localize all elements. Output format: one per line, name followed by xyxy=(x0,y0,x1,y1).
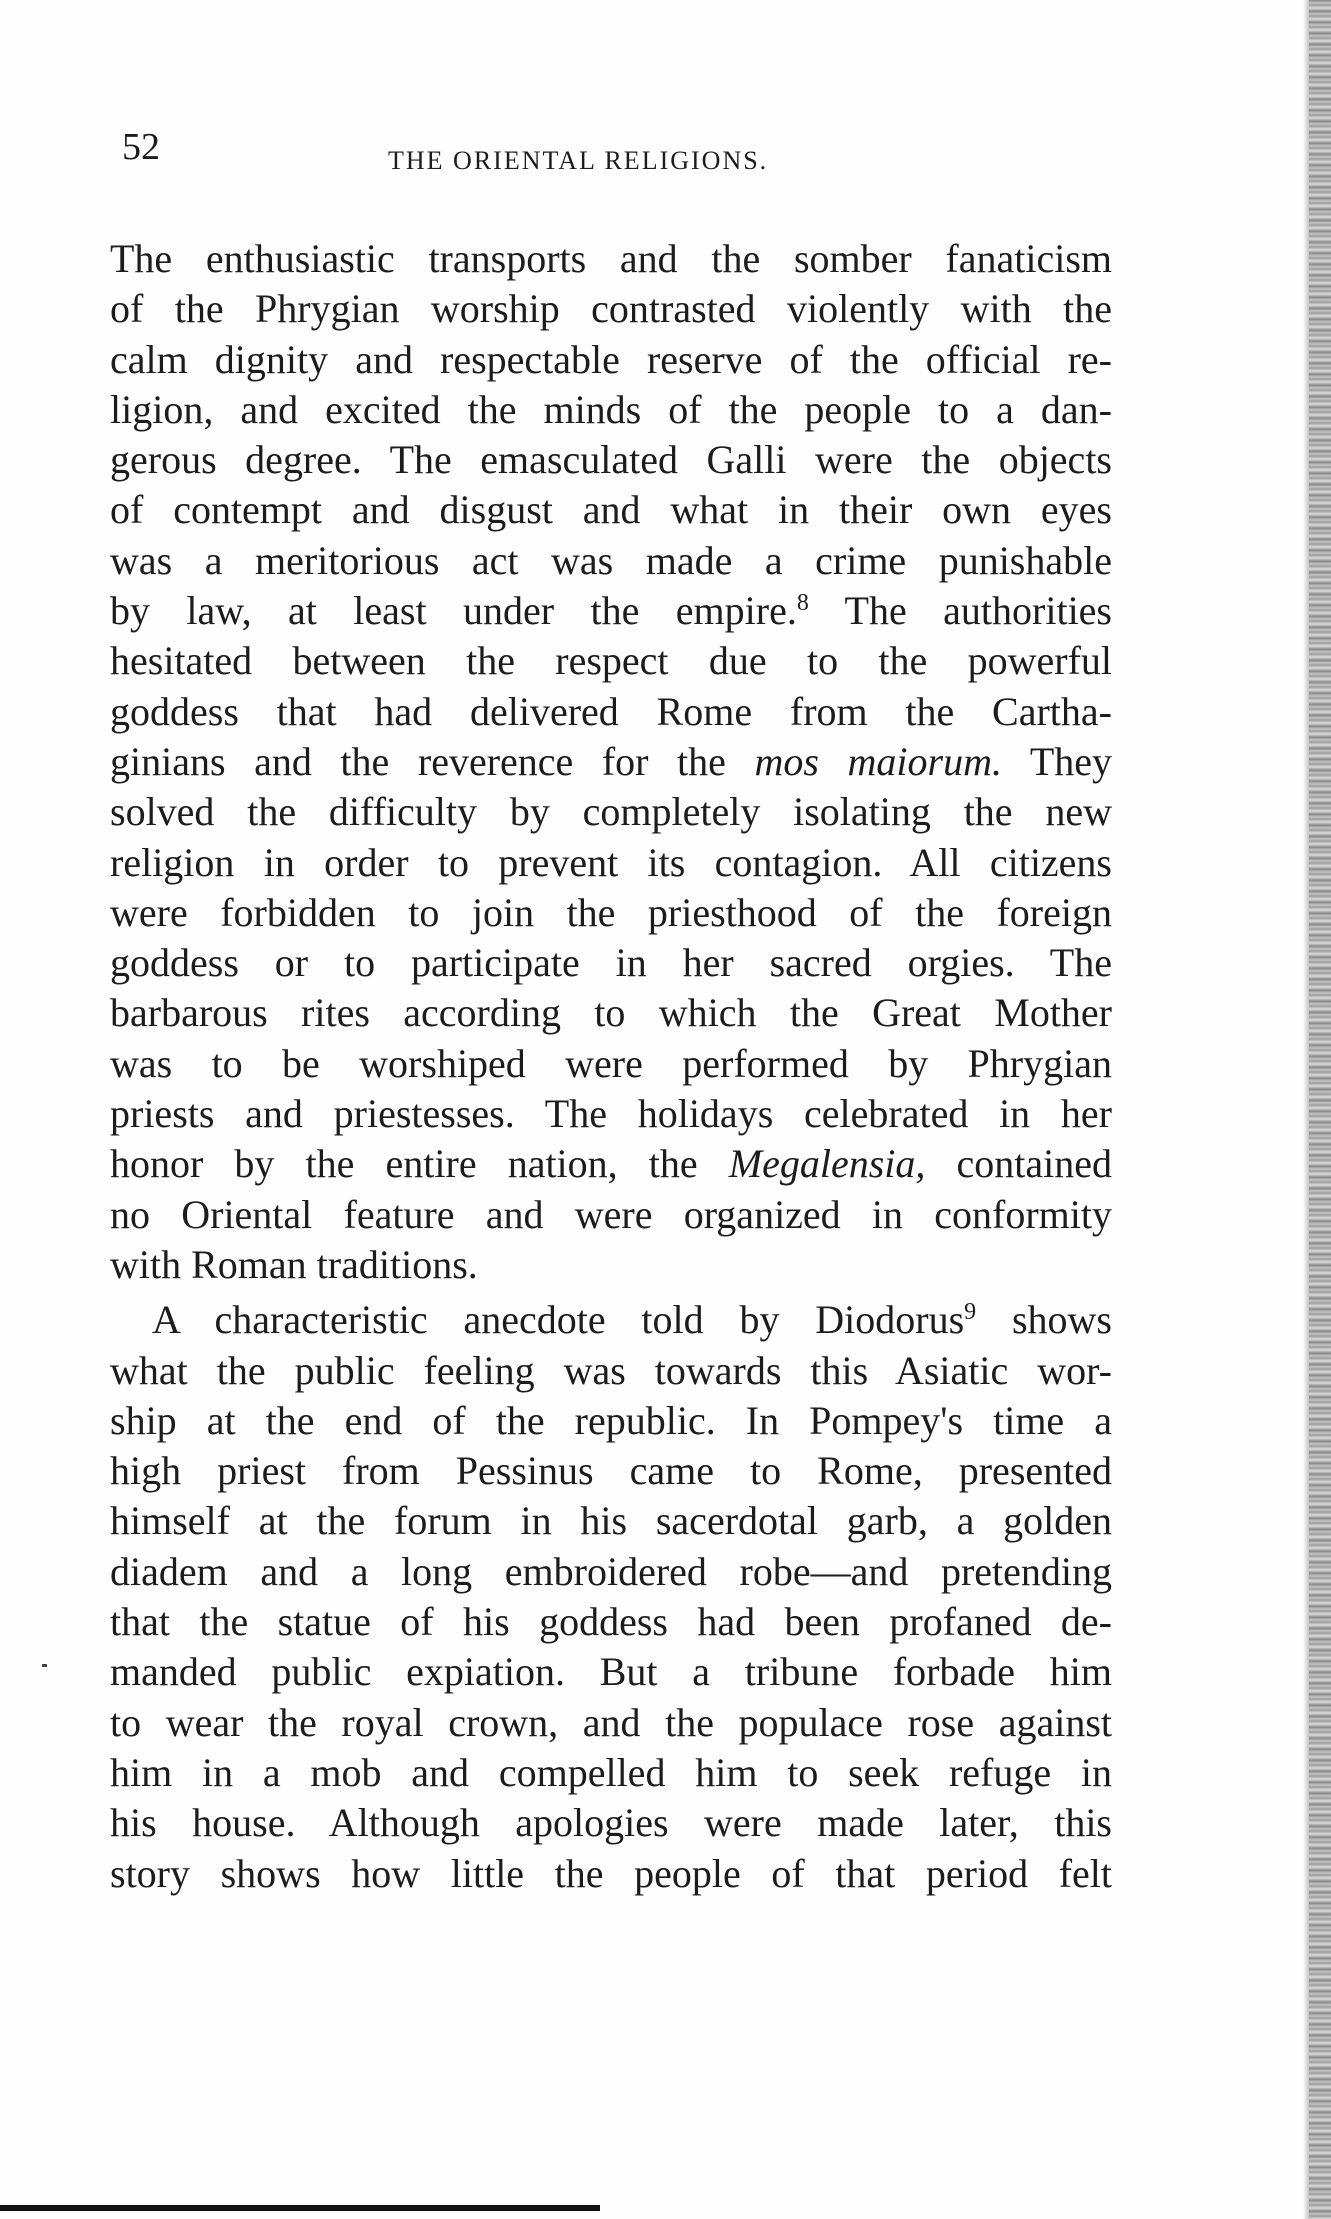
text-line: him in a mob and compelled him to seek refuge in xyxy=(110,1749,1112,1795)
text-line: honor by the entire nation, the Megalensia, contained xyxy=(110,1141,1112,1187)
text-line: goddess that had delivered Rome from the Cartha- xyxy=(110,688,1112,734)
text-line: ligion, and excited the minds of the people to a dan- xyxy=(110,386,1112,432)
text-line: priests and priestesses. The holidays celebrated in her xyxy=(110,1091,1112,1137)
text-line: to wear the royal crown, and the populace rose against xyxy=(110,1699,1112,1745)
text-line: was to be worshiped were performed by Phrygian xyxy=(110,1040,1112,1086)
text-line: by law, at least under the empire.$^8$ The authorities xyxy=(110,588,1112,634)
bottom-edge-line xyxy=(0,2205,600,2211)
text-line: diadem and a long embroidered robe—and pretending xyxy=(110,1548,1112,1594)
text-line: solved the difficulty by completely isolating the new xyxy=(110,789,1112,835)
margin-speck xyxy=(42,1664,47,1667)
text-line: what the public feeling was towards this Asiatic wor- xyxy=(110,1347,1112,1393)
footnote-ref-8: 8 xyxy=(796,590,809,617)
footnote-ref-9: 9 xyxy=(964,1299,977,1326)
text-line: hesitated between the respect due to the powerful xyxy=(110,638,1112,684)
page-number: 52 xyxy=(122,126,160,168)
text-line: was a meritorious act was made a crime punishable xyxy=(110,537,1112,583)
text-line: manded public expiation. But a tribune forbade him xyxy=(110,1649,1112,1695)
text-line: himself at the forum in his sacerdotal garb, a golden xyxy=(110,1498,1112,1544)
text-line: ginians and the reverence for the mos maiorum. They xyxy=(110,738,1112,784)
text-line: calm dignity and respectable reserve of the official re- xyxy=(110,336,1112,382)
text-line: religion in order to prevent its contagion. All citizens xyxy=(110,839,1112,885)
text-line: high priest from Pessinus came to Rome, presented xyxy=(110,1448,1112,1494)
text-line: with Roman traditions. xyxy=(110,1241,478,1287)
page-edge-scan-artifact xyxy=(1309,0,1331,2219)
text-line: of the Phrygian worship contrasted violently with the xyxy=(110,286,1112,332)
text-line: The enthusiastic transports and the somber fanaticism xyxy=(110,236,1112,281)
text-line: that the statue of his goddess had been profaned de- xyxy=(110,1599,1112,1645)
text-line: A characteristic anecdote told by Diodorus$^9$ shows xyxy=(152,1297,1112,1343)
text-line: goddess or to participate in her sacred orgies. The xyxy=(110,940,1112,986)
text-line: no Oriental feature and were organized in conformity xyxy=(110,1191,1112,1237)
text-line: gerous degree. The emasculated Galli were the objects xyxy=(110,437,1112,483)
body-text xyxy=(110,234,1112,1899)
running-head: THE ORIENTAL RELIGIONS. xyxy=(388,146,769,175)
text-line: were forbidden to join the priesthood of the foreign xyxy=(110,889,1112,935)
italic-mos-maiorum: mos maiorum. xyxy=(754,738,1002,784)
italic-megalensia: Megalensia, xyxy=(728,1141,926,1187)
text-line: barbarous rites according to which the Great Mother xyxy=(110,990,1112,1036)
text-line: his house. Although apologies were made later, this xyxy=(110,1800,1112,1846)
text-line: story shows how little the people of that period felt xyxy=(110,1850,1112,1896)
text-line: ship at the end of the republic. In Pompey's time a xyxy=(110,1397,1112,1443)
text-line: of contempt and disgust and what in their own eyes xyxy=(110,487,1112,533)
